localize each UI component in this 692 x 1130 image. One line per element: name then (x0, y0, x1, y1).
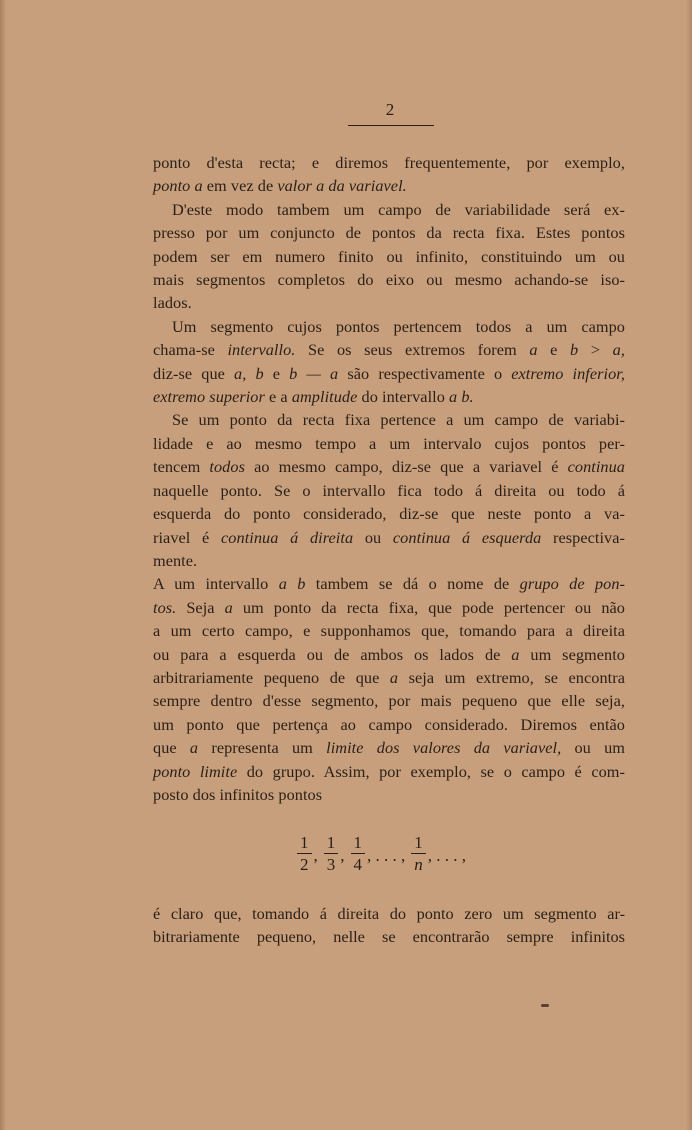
fraction (297, 834, 312, 873)
text-run: do intervallo (357, 387, 450, 407)
text-run: mais segmentos completos do eixo ou mesmo achando-se iso- (153, 270, 625, 290)
text-run: respectiva- (541, 527, 625, 547)
text-run: posto dos infinitos pontos (153, 784, 323, 804)
denominator: 4 (353, 854, 362, 874)
text-line (153, 596, 625, 619)
italic-term: extremo superior (153, 387, 265, 407)
text-run: e a (264, 387, 292, 407)
page-edge-right (686, 0, 692, 1130)
paragraph (153, 151, 625, 198)
text-run: presso por um conjuncto de pontos da recta fixa. Estes pontos (153, 223, 625, 243)
text-run: sempre dentro d'esse segmento, por mais pequeno que elle seja, (153, 691, 625, 711)
text-line (153, 268, 625, 291)
text-run: tencem (153, 457, 210, 477)
body-text (153, 151, 625, 806)
text-run: ou (353, 527, 393, 547)
paragraph (153, 315, 625, 409)
text-line (153, 689, 625, 712)
fraction (351, 834, 366, 873)
text-line (153, 643, 625, 666)
text-run: um ponto da recta fixa, que pode pertencer ou não (232, 597, 625, 617)
page-edge-left (0, 0, 6, 1130)
text-run: riavel é (153, 527, 222, 547)
text-run: do grupo. Assim, por exemplo, se o campo é com- (237, 761, 625, 781)
paragraph (153, 198, 625, 315)
italic-term: a (389, 667, 399, 687)
fraction (411, 834, 426, 873)
text-run: arbitrariamente pequeno de que (153, 667, 390, 687)
text-run: Um segmento cujos pontos pertencem todos a um campo (172, 316, 625, 336)
text-run: Se um ponto da recta fixa pertence a um campo de variabi- (172, 410, 625, 430)
formula-sequence (296, 828, 471, 878)
text-run: mente. (153, 550, 198, 570)
numerator: 1 (324, 834, 339, 854)
text-run: um segmento (519, 644, 625, 664)
text-line (153, 221, 625, 244)
italic-term: ponto limite (153, 761, 238, 781)
separator: , (313, 846, 318, 865)
text-run: ponto d'esta recta; e diremos frequentemente, por exemplo, (153, 153, 625, 172)
paragraph (153, 408, 625, 572)
text-line (153, 174, 625, 197)
italic-term: todos (209, 457, 245, 477)
text-run: A um intervallo (153, 574, 279, 594)
text-line: bitrariamente pequeno, nelle se encontrarão sempre infinitos (153, 927, 625, 947)
text-line (153, 666, 625, 689)
text-run: diz-se que (153, 363, 235, 383)
italic-term: b — a (289, 363, 339, 383)
fraction (324, 834, 339, 873)
numerator: 1 (411, 834, 426, 854)
header-rule (348, 125, 434, 126)
italic-term: a (511, 644, 520, 664)
italic-term: valor a da variavel. (277, 176, 407, 196)
italic-term: b (570, 340, 579, 360)
text-run: em vez de (202, 176, 278, 196)
text-run: ou um (561, 738, 626, 758)
numerator: 1 (351, 834, 366, 854)
text-line (153, 526, 625, 549)
text-run: ou para a esquerda ou de ambos os lados de (153, 644, 512, 664)
italic-term: intervallo. (227, 340, 296, 360)
italic-term: grupo de pon- (519, 574, 625, 594)
text-line (153, 736, 625, 759)
italic-term: a, (612, 340, 625, 360)
text-line (153, 408, 625, 431)
text-run: lados. (153, 293, 192, 313)
italic-term: tos. (153, 597, 177, 617)
text-line (153, 455, 625, 478)
text-line: é claro que, tomando á direita do ponto zero um segmento ar- (153, 904, 625, 923)
text-line (153, 151, 625, 174)
text-run: podem ser em numero finito ou infinito, constituindo um ou (153, 246, 625, 266)
text-run: a um certo campo, e supponhamos que, tomando para a direita (153, 621, 625, 641)
text-run: que (153, 738, 190, 758)
text-run: naquelle ponto. Se o intervallo fica todo á direita ou todo á (153, 480, 625, 500)
text-run: e (537, 340, 571, 360)
text-line (153, 619, 625, 642)
text-line (153, 760, 625, 783)
text-line (153, 315, 625, 338)
text-line (153, 432, 625, 455)
italic-term: limite dos valores da variavel, (326, 738, 562, 758)
paragraph (153, 572, 625, 806)
text-run: D'este modo tambem um campo de variabilidade será ex- (172, 199, 625, 219)
italic-term: extremo inferior, (511, 363, 625, 383)
text-line (153, 549, 625, 572)
page-number: 2 (385, 100, 395, 119)
text-run: Seja (176, 597, 225, 617)
italic-term: a b. (449, 387, 474, 407)
text-run: representa um (198, 738, 327, 758)
separator: , . . . , (367, 846, 406, 865)
denominator: n (414, 854, 423, 874)
text-run: ao mesmo campo, diz-se que a variavel é (244, 457, 568, 477)
ink-spot (541, 1004, 549, 1007)
italic-term: continua (567, 457, 625, 477)
text-run: lidade e ao mesmo tempo a um intervalo cujos pontos per- (153, 433, 625, 453)
italic-term: a (189, 738, 199, 758)
text-line (153, 502, 625, 525)
numerator: 1 (297, 834, 312, 854)
text-line (153, 245, 625, 268)
italic-term: continua á esquerda (392, 527, 542, 547)
text-line (153, 385, 625, 408)
separator: , (340, 846, 345, 865)
text-run: um ponto que pertença ao campo considerado. Diremos então (153, 714, 625, 734)
text-run: seja um extremo, se encontra (398, 667, 625, 687)
denominator: 3 (326, 854, 336, 874)
text-line (153, 291, 625, 314)
closing-text (153, 902, 625, 949)
text-run: chama-se (153, 340, 228, 360)
italic-term: a (224, 597, 233, 617)
text-run: são respectivamente o (338, 363, 512, 383)
text-line (153, 198, 625, 221)
italic-term: ponto a (153, 176, 203, 196)
separator: , . . . , (427, 846, 466, 865)
text-line (153, 479, 625, 502)
text-line (153, 713, 625, 736)
denominator: 2 (300, 854, 309, 874)
italic-term: a, b (234, 363, 264, 383)
text-run: > (578, 340, 613, 360)
text-line (153, 338, 625, 361)
text-run: esquerda do ponto considerado, diz-se que neste ponto a va- (153, 504, 625, 524)
italic-term: amplitude (291, 387, 358, 407)
text-line (153, 572, 625, 595)
text-run: tambem se dá o nome de (305, 574, 520, 594)
text-line (153, 783, 625, 806)
text-run: Se os seus extremos forem (295, 340, 530, 360)
italic-term: a (529, 340, 538, 360)
text-line (153, 362, 625, 385)
italic-term: continua á direita (221, 527, 354, 547)
italic-term: a b (278, 574, 306, 594)
text-run: e (263, 363, 290, 383)
